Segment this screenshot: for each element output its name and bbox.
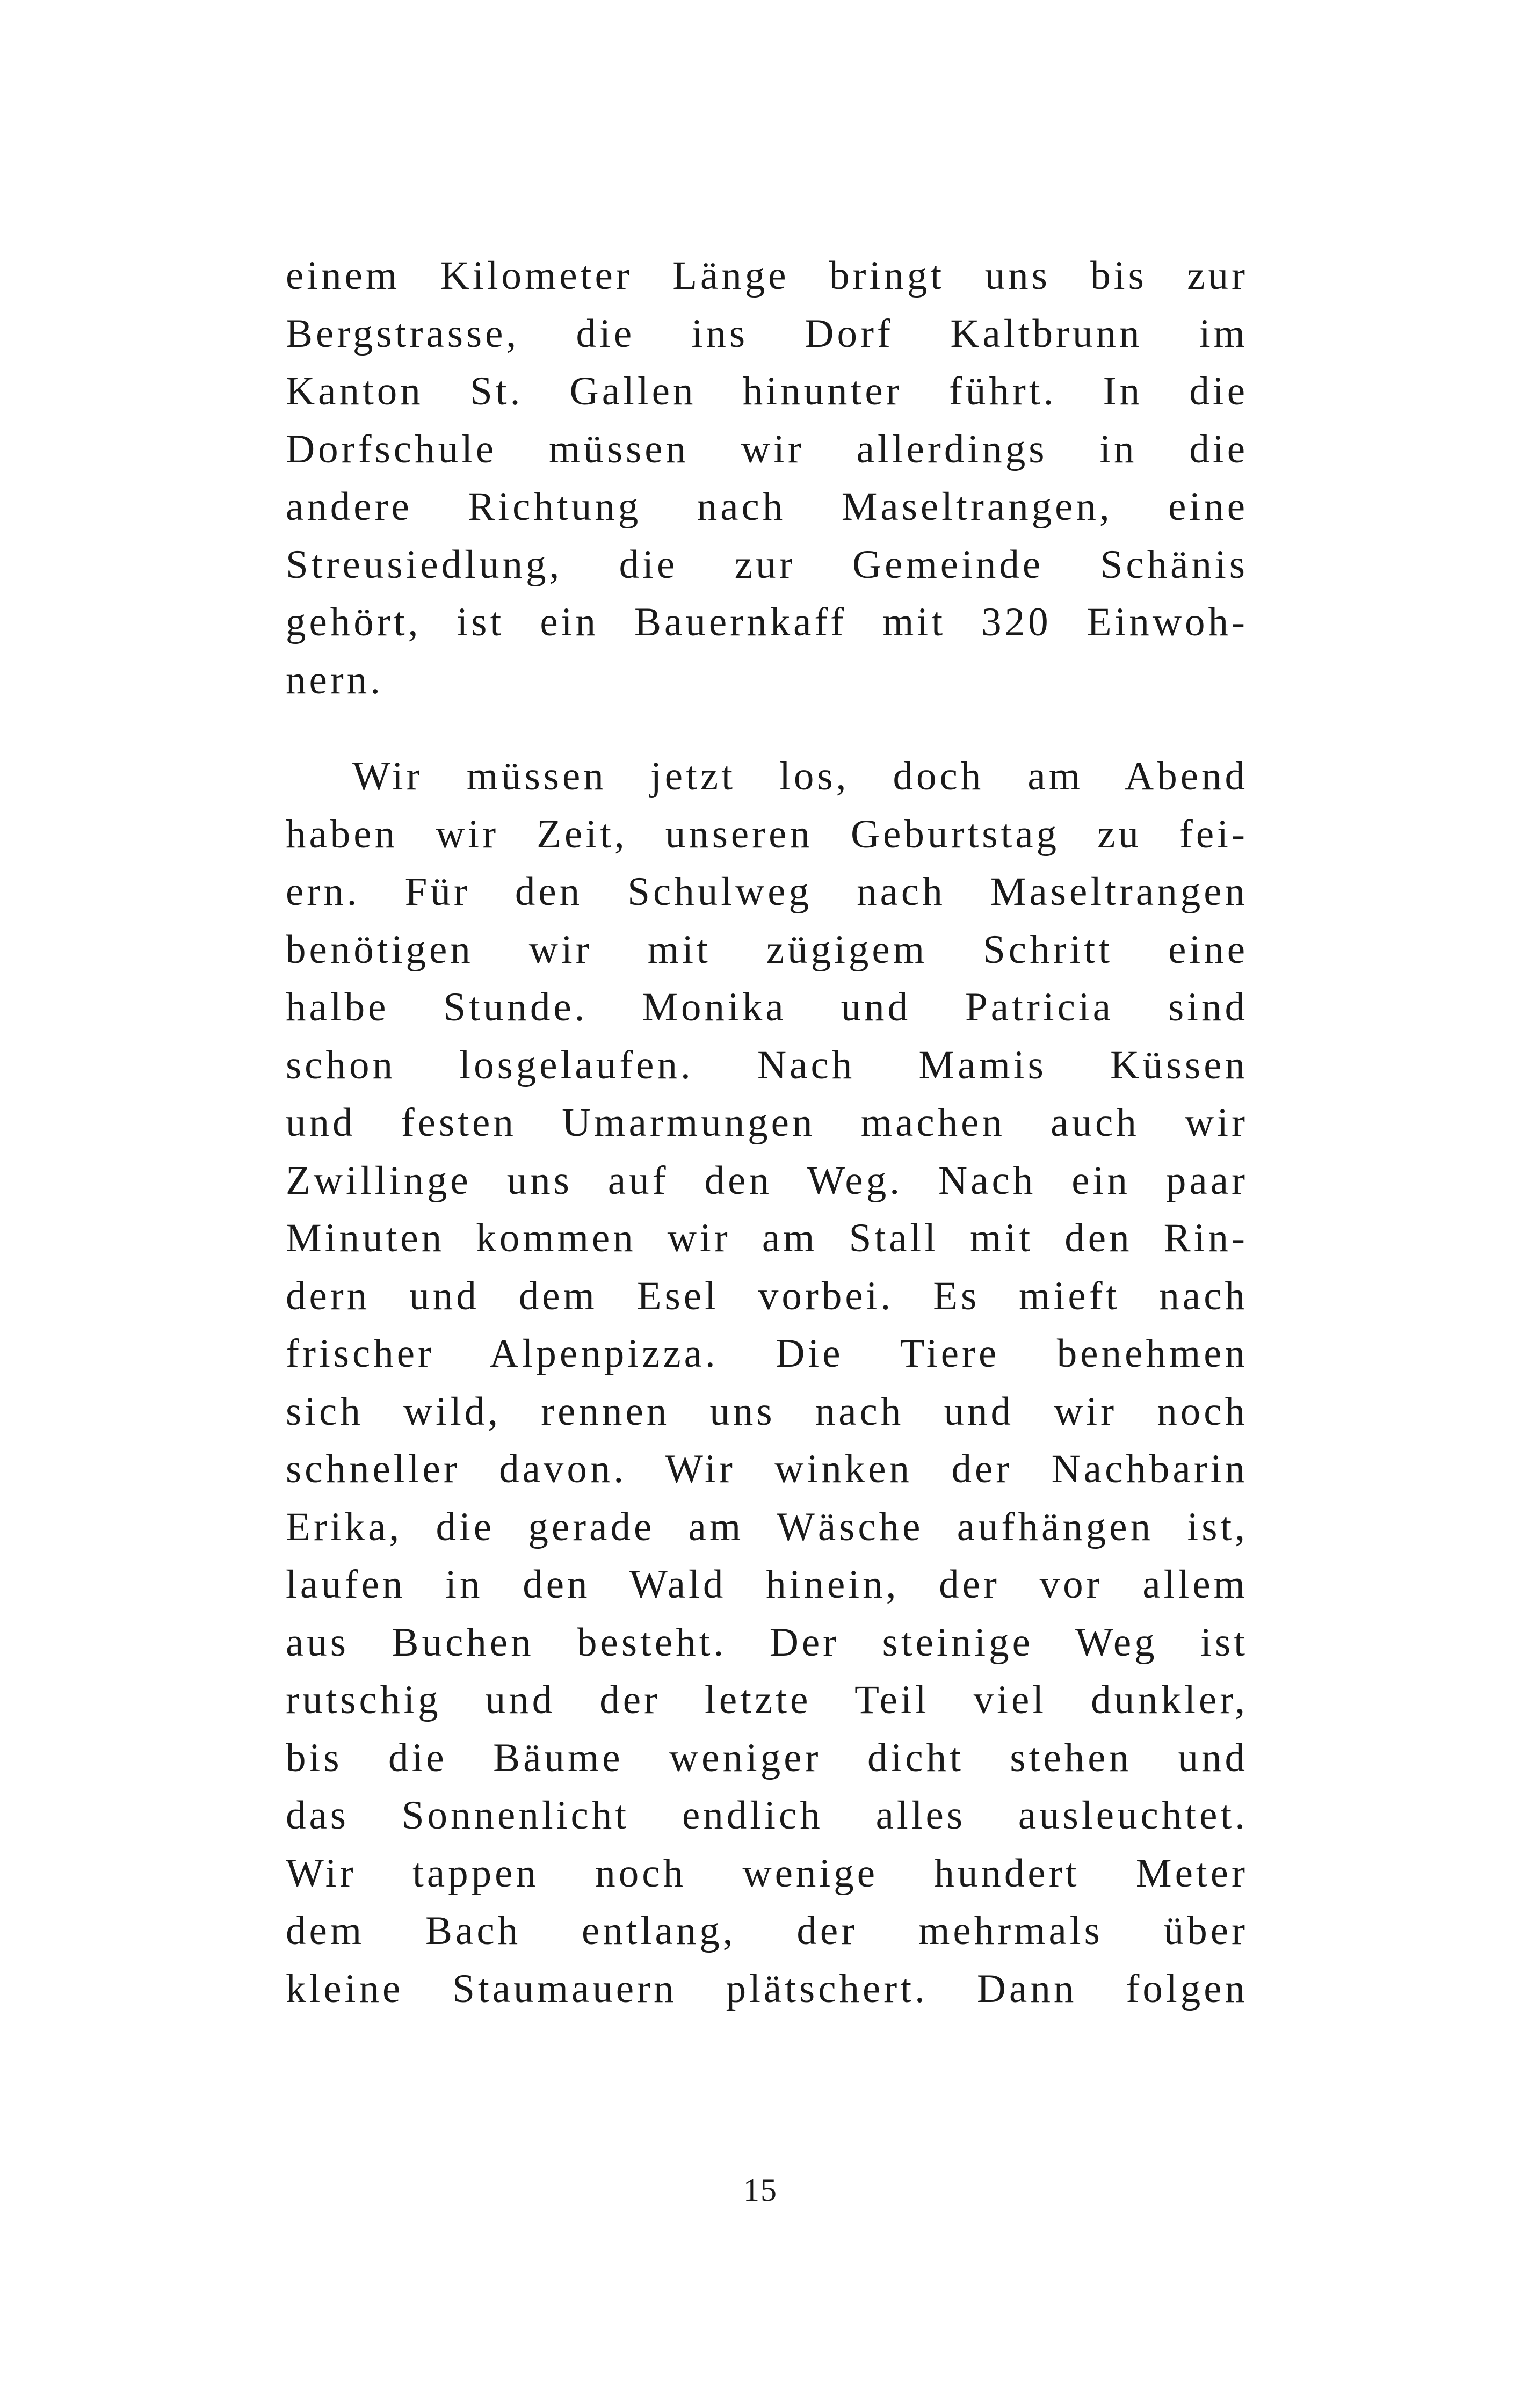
text-line: Zwillinge uns auf den Weg. Nach ein paar — [286, 1158, 1248, 1203]
text-line: sich wild, rennen uns nach und wir noch — [286, 1389, 1248, 1434]
text-line: Erika, die gerade am Wäsche aufhängen ist, — [286, 1504, 1248, 1549]
text-line: dem Bach entlang, der mehrmals über — [286, 1909, 1248, 1953]
text-line: Streusiedlung, die zur Gemeinde Schänis — [286, 542, 1248, 587]
text-line: rutschig und der letzte Teil viel dunkler, — [286, 1678, 1248, 1722]
text-line: haben wir Zeit, unseren Geburtstag zu fei- — [286, 811, 1248, 857]
text-line: laufen in den Wald hinein, der vor allem — [286, 1562, 1248, 1607]
text-line: das Sonnenlicht endlich alles ausleuchtet. — [286, 1793, 1248, 1838]
text-line: aus Buchen besteht. Der steinige Weg ist — [286, 1620, 1248, 1665]
paragraph-spacer — [286, 709, 1248, 748]
text-line: dern und dem Esel vorbei. Es mieft nach — [286, 1273, 1248, 1318]
text-line: benötigen wir mit zügigem Schritt eine — [286, 927, 1248, 972]
text-line: andere Richtung nach Maseltrangen, eine — [286, 484, 1248, 529]
paragraph-2 — [286, 748, 1248, 2018]
text-line: bis die Bäume weniger dicht stehen und — [286, 1735, 1248, 1780]
text-line: gehört, ist ein Bauernkaff mit 320 Einwoh- — [286, 600, 1248, 644]
body-text — [286, 247, 1248, 2018]
text-line: kleine Staumauern plätschert. Dann folgen — [286, 1966, 1248, 2011]
text-line: schneller davon. Wir winken der Nachbarin — [286, 1447, 1248, 1491]
page-number: 15 — [743, 2172, 778, 2208]
text-line: und festen Umarmungen machen auch wir — [286, 1100, 1248, 1145]
text-line: nern. — [286, 657, 384, 702]
text-line: einem Kilometer Länge bringt uns bis zur — [286, 253, 1248, 298]
text-line: Wir tappen noch wenige hundert Meter — [286, 1851, 1248, 1896]
paragraph-1 — [286, 247, 1248, 709]
text-line: Minuten kommen wir am Stall mit den Rin- — [286, 1216, 1248, 1260]
text-line: frischer Alpenpizza. Die Tiere benehmen — [286, 1331, 1248, 1376]
text-line: Bergstrasse, die ins Dorf Kaltbrunn im — [286, 311, 1248, 356]
text-line: Dorfschule müssen wir allerdings in die — [286, 426, 1248, 472]
text-line: ern. Für den Schulweg nach Maseltrangen — [286, 869, 1248, 914]
text-line: Wir müssen jetzt los, doch am Abend — [352, 754, 1248, 799]
text-line: schon losgelaufen. Nach Mamis Küssen — [286, 1042, 1248, 1087]
text-line: halbe Stunde. Monika und Patricia sind — [286, 985, 1248, 1029]
text-line: Kanton St. Gallen hinunter führt. In die — [286, 369, 1248, 414]
